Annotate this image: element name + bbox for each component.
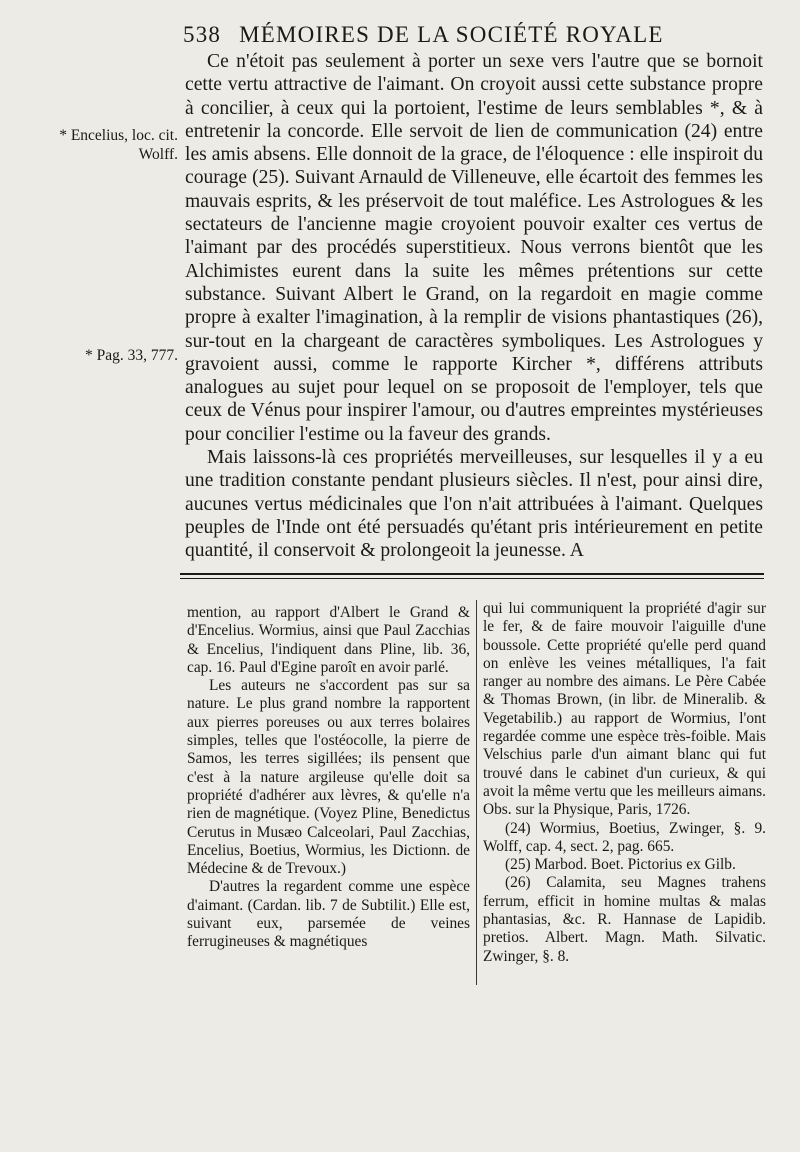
footnotes-left-column	[187, 604, 470, 952]
footnote-paragraph: D'autres la regardent comme une espèce d'aimant. (Cardan. lib. 7 de Subtilit.) Elle est, suivant eux, parsemée de veines ferrugineuses & magnétiques	[187, 878, 470, 951]
footnotes-right-column	[483, 600, 766, 966]
main-text	[185, 50, 763, 563]
footnote-26: (26) Calamita, seu Magnes trahens ferrum, efficit in homine multas & malas phantasias, &c. R. Hannase de Lapidib. pretios. Albert. Magn. Math. Silvatic. Zwinger, §. 8.	[483, 874, 766, 965]
page-number: 538	[183, 22, 222, 47]
footnote-rule	[180, 573, 764, 579]
main-paragraph: Ce n'étoit pas seulement à porter un sexe vers l'autre que se bornoit cette vertu attractive de l'aimant. On croyoit aussi cette substance propre à concilier, à ceux qui la portoient, l'estime de leurs semblables *, & à entretenir la concorde. Elle servoit de lien de communication (24) entre les amis absens. Elle donnoit de la grace, de l'éloquence : elle inspiroit du courage (25). Suivant Arnauld de Villeneuve, elle écartoit des femmes les mauvais esprits, & les préservoit de tout maléfice. Les Astrologues & les sectateurs de l'ancienne magie croyoient pouvoir exalter ces vertus de l'aimant par des procédés superstitieux. Nous verrons bientôt que les Alchimistes eurent dans la suite les mêmes prétentions sur cette substance. Suivant Albert le Grand, on la regardoit en magie comme propre à exalter l'imagination, à la remplir de visions phantastiques (26), sur-tout en la chargeant de caractères symboliques. Les Astrologues y gravoient aussi, comme le rapporte Kircher *, différens attributs analogues au sujet pour lequel on se proposoit de l'employer, tels que ceux de Vénus pour inspirer l'amour, ou d'autres empreintes mystérieuses pour concilier l'estime ou la faveur des grands.	[185, 51, 763, 445]
footnote-25: (25) Marbod. Boet. Pictorius ex Gilb.	[505, 856, 736, 874]
footnote-24: (24) Wormius, Boetius, Zwinger, §. 9. Wolff, cap. 4, sect. 2, pag. 665.	[483, 819, 766, 855]
margin-note: * Pag. 33, 777.	[85, 347, 178, 364]
footnote-paragraph: qui lui communiquent la propriété d'agir sur le fer, & de faire mouvoir l'aiguille d'une boussole. Cette propriété qu'elle perd quand on enlève les veines métalliques, l'a fait ranger au nombre des aimans. Le Père Cabée & Thomas Brown, (in libr. de Mineralib. & Vegetabilib.) au rapport de Wormius, l'ont regardée comme une espèce très-foible. Mais Velschius parle d'un aimant blanc qui fut trouvé dans le cabinet d'un curieux, & qui avoit la même vertu que les meilleurs aimans. Obs. sur la Physique, Paris, 1726.	[483, 600, 766, 819]
running-head	[183, 22, 743, 48]
footnote-paragraph: Les auteurs ne s'accordent pas sur sa nature. Le plus grand nombre la rapportent aux pierres poreuses ou aux terres bolaires simples, telles que l'ostéocolle, la pierre de Samos, les terres sigillées; ils pensent que c'est à la nature argileuse qu'elle doit sa propriété d'adhérer aux lèvres, & qu'elle n'a rien de magnétique. (Voyez Pline, Benedictus Cerutus in Musæo Calceolari, Paul Zacchias, Encelius, Boetius, Wormius, les Dictionn. de Médecine & de Trevoux.)	[187, 677, 470, 878]
footnote-paragraph: mention, au rapport d'Albert le Grand & d'Encelius. Wormius, ainsi que Paul Zacchias & Encelius, l'indiquent dans Pline, lib. 36, cap. 16. Paul d'Egine paroît en avoir parlé.	[187, 604, 470, 676]
main-paragraph: Mais laissons-là ces propriétés merveilleuses, sur lesquelles il y a eu une tradition constante pendant plusieurs siècles. Il n'est, pour ainsi dire, aucunes vertus médicinales que l'on n'ait attribuées à l'aimant. Quelques peuples de l'Inde ont été persuadés qu'étant pris intérieurement en petite quantité, il conservoit & prolongeoit la jeunesse. A	[185, 447, 763, 562]
column-divider	[476, 600, 477, 985]
margin-note: * Encelius, loc. cit. Wolff.	[59, 127, 178, 163]
page-title: MÉMOIRES DE LA SOCIÉTÉ ROYALE	[239, 22, 664, 47]
